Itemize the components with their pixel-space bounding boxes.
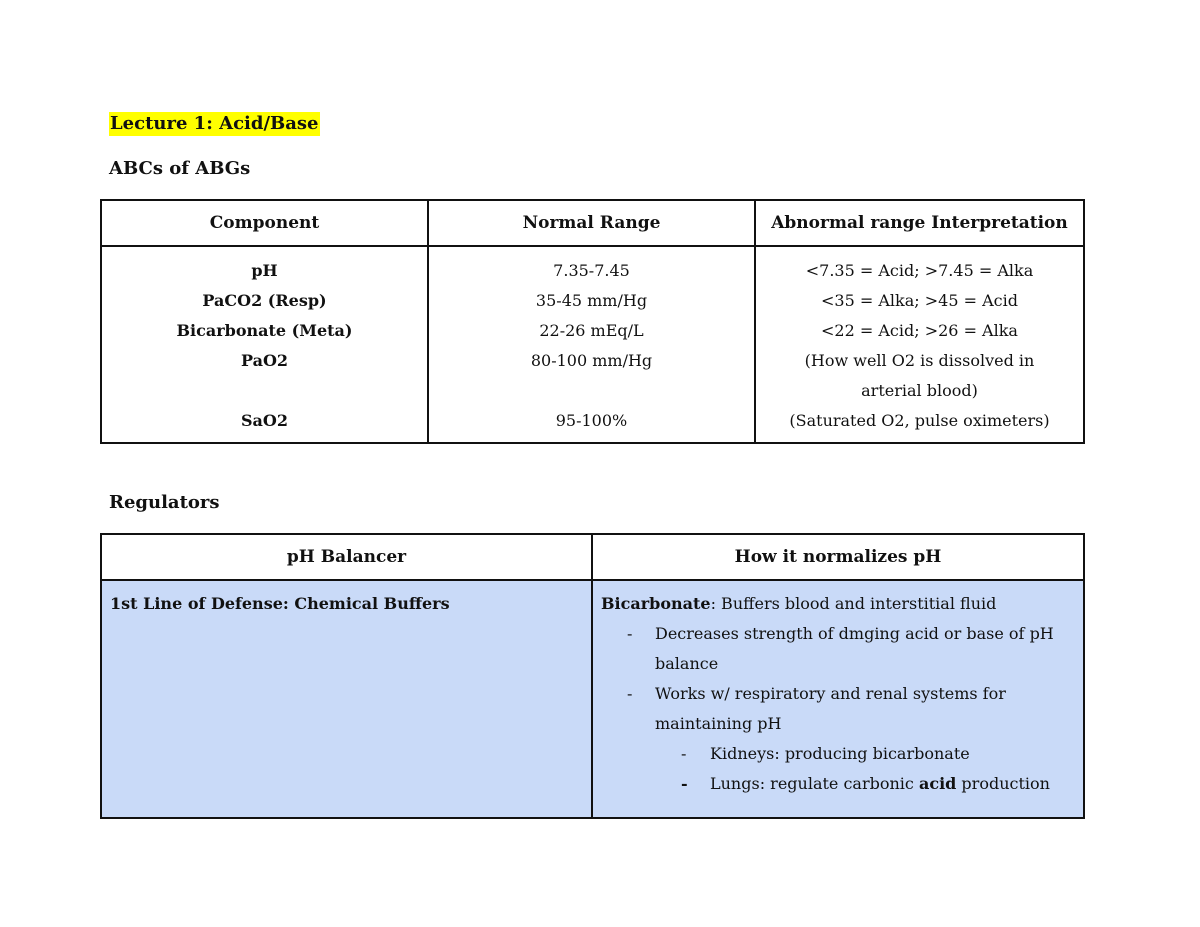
abg-table [100, 199, 1085, 444]
component-cell: PaO2 [240, 351, 289, 370]
table-row [101, 246, 1084, 443]
bicarbonate-term: Bicarbonate [601, 594, 711, 613]
regulators-table [100, 533, 1085, 819]
component-cell: Bicarbonate (Meta) [176, 321, 353, 340]
section-heading-abgs: ABCs of ABGs [109, 158, 251, 179]
interp-cell: <7.35 = Acid; >7.45 = Alka [805, 261, 1034, 280]
spacer [433, 376, 750, 406]
range-cell: 80-100 mm/Hg [530, 351, 653, 370]
bullet-dash: - [681, 744, 687, 763]
component-cell: PaCO2 (Resp) [202, 291, 327, 310]
header-how-normalizes: How it normalizes pH [592, 534, 1084, 580]
range-column [428, 246, 755, 443]
list-item [601, 679, 1075, 739]
bullet-text: Works w/ respiratory and renal systems for maintaining pH [655, 684, 1006, 733]
acid-term: acid [918, 774, 957, 793]
spacer [106, 376, 423, 406]
range-cell: 7.35-7.45 [553, 261, 630, 280]
bullet-dash: - [681, 774, 688, 793]
section-heading-regulators: Regulators [109, 492, 220, 513]
document-title: Lecture 1: Acid/Base [110, 113, 319, 134]
header-abnormal-interpretation: Abnormal range Interpretation [755, 200, 1084, 246]
bullet-dash: - [627, 684, 633, 703]
lead-text: : Buffers blood and interstitial fluid [710, 594, 997, 613]
normalizes-cell [592, 580, 1084, 818]
sub-list-item [601, 739, 1075, 769]
component-cell: pH [251, 261, 278, 280]
table-header-row [101, 534, 1084, 580]
list-item [601, 619, 1075, 679]
sub-bullet-text-pre: Lungs: regulate carbonic [710, 774, 919, 793]
table-row [101, 580, 1084, 818]
sub-bullet-text-post: production [956, 774, 1050, 793]
interp-cell: <22 = Acid; >26 = Alka [821, 321, 1018, 340]
header-component: Component [101, 200, 428, 246]
lead-line [601, 589, 1075, 619]
header-ph-balancer: pH Balancer [101, 534, 592, 580]
interp-cell: (How well O2 is dissolved in arterial blood) [804, 351, 1035, 400]
header-normal-range: Normal Range [428, 200, 755, 246]
sub-bullet-text: Kidneys: producing bicarbonate [710, 744, 970, 763]
table-header-row [101, 200, 1084, 246]
component-cell: SaO2 [241, 411, 288, 430]
interp-cell: <35 = Alka; >45 = Acid [821, 291, 1018, 310]
sub-list-item [601, 769, 1075, 799]
range-cell: 35-45 mm/Hg [535, 291, 648, 310]
component-column [101, 246, 428, 443]
bullet-text: Decreases strength of dmging acid or base of pH balance [655, 624, 1054, 673]
balancer-cell: 1st Line of Defense: Chemical Buffers [101, 580, 592, 818]
range-cell: 22-26 mEq/L [539, 321, 644, 340]
interpretation-column [755, 246, 1084, 443]
range-cell: 95-100% [555, 411, 628, 430]
bullet-dash: - [627, 624, 633, 643]
interp-cell: (Saturated O2, pulse oximeters) [789, 411, 1050, 430]
